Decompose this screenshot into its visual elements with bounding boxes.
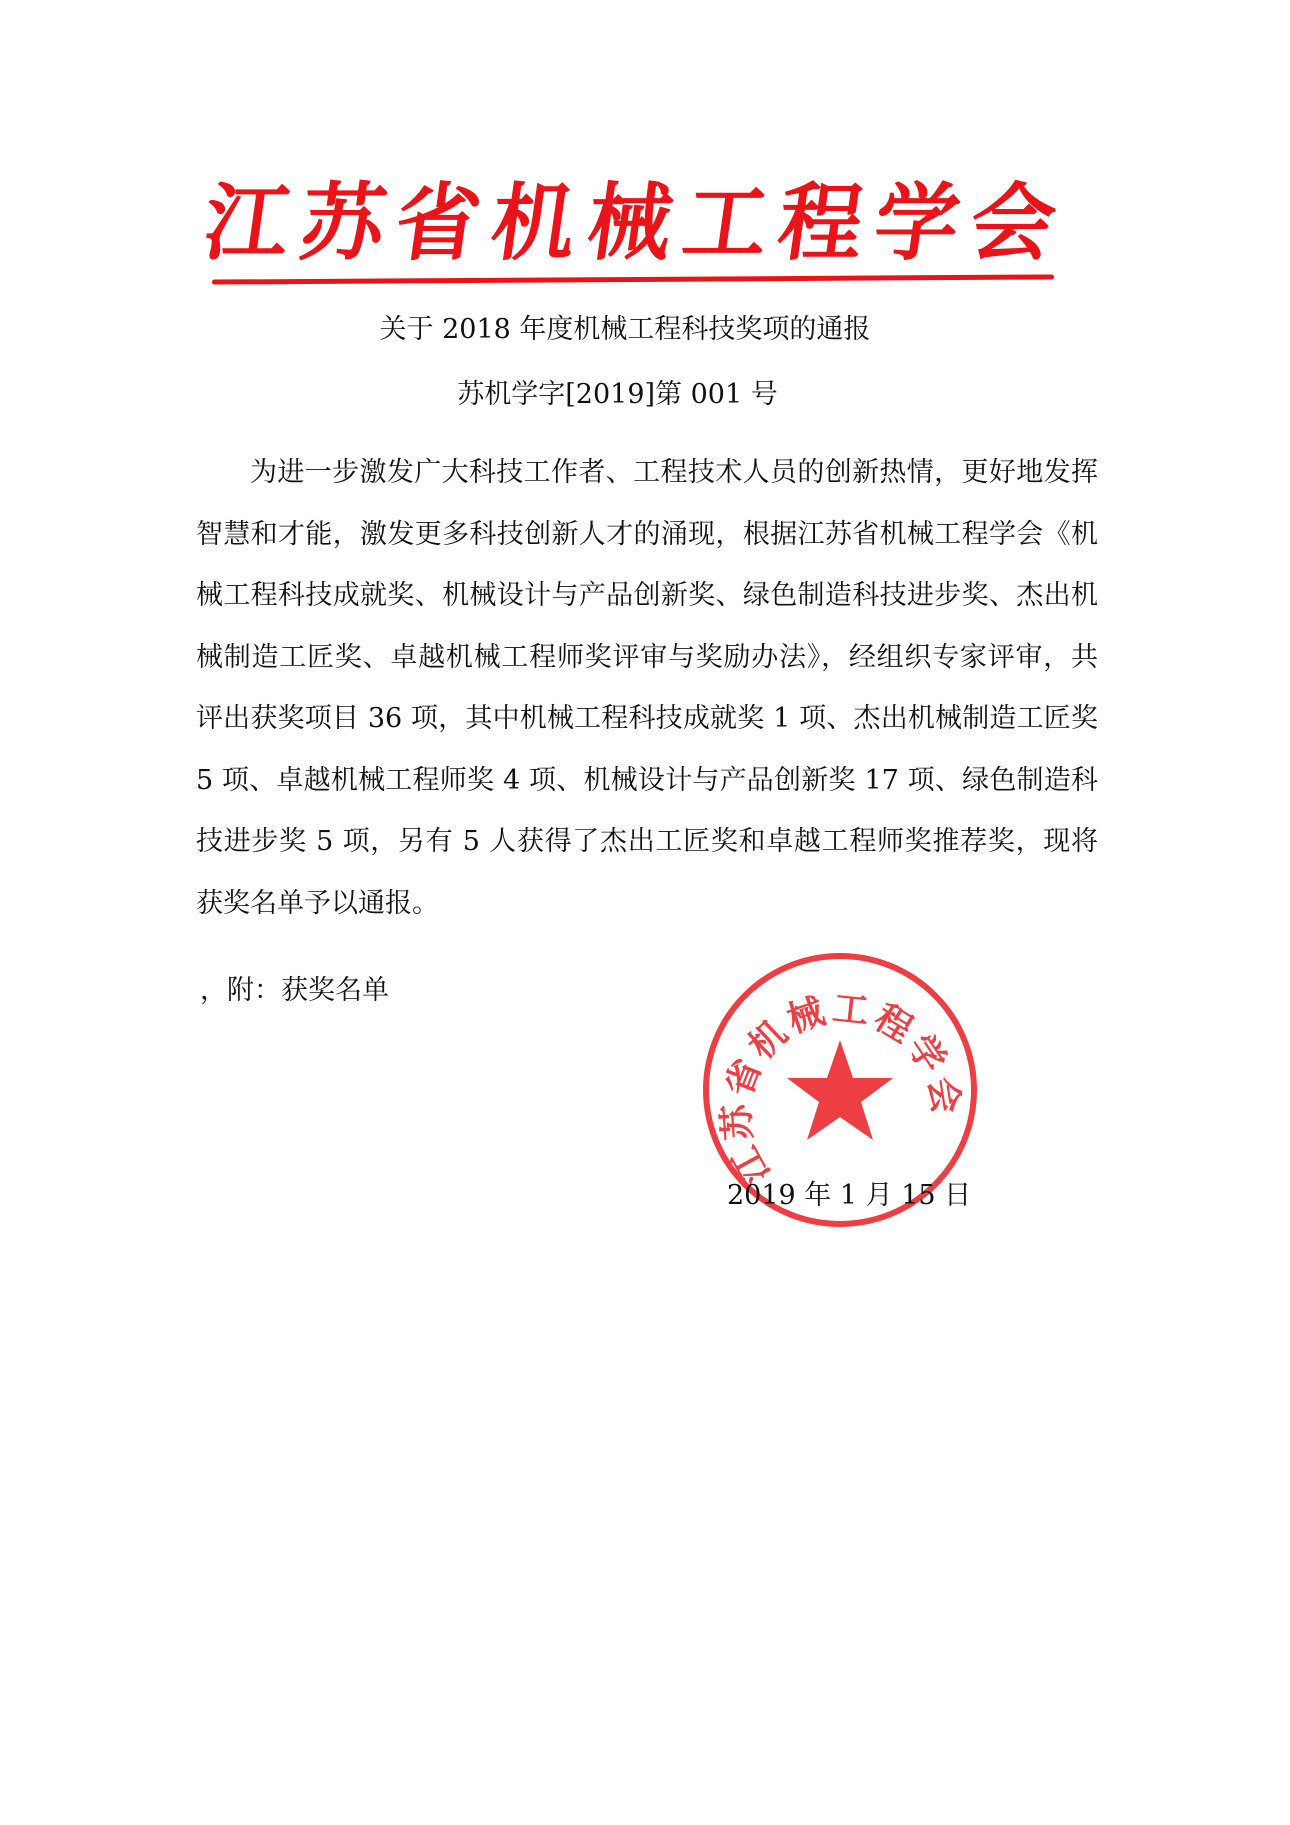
letterhead-char: 机 bbox=[485, 174, 584, 272]
document-title: 关于 2018 年度机械工程科技奖项的通报 bbox=[379, 314, 871, 345]
letterhead-char: 工 bbox=[676, 174, 775, 272]
letterhead-char: 江 bbox=[198, 174, 296, 272]
document-number: 苏机学字[2019]第 001 号 bbox=[457, 379, 778, 410]
star-icon bbox=[787, 1040, 893, 1140]
attachment-note: ，附：获奖名单 bbox=[200, 975, 389, 1006]
letterhead-char: 学 bbox=[868, 174, 967, 272]
seal-text-content: 江苏省机械工程学会 bbox=[716, 988, 967, 1191]
document-date: 2019 年 1 月 15 日 bbox=[727, 1180, 972, 1211]
letterhead-char: 苏 bbox=[293, 174, 392, 272]
letterhead-title bbox=[198, 168, 1062, 278]
body-paragraph: 为进一步激发广大科技工作者、工程技术人员的创新热情，更好地发挥智慧和才能，激发更多科技创新人才的涌现，根据江苏省机械工程学会《机械工程科技成就奖、机械设计与产品创新奖、绿色制造科技进步奖、杰出机械制造工匠奖、卓越机械工程师奖评审与奖励办法》，经组织专家评审，共评出获奖项目 36 项，其中机械工程科技成就奖 1 项、杰出机械制造工匠奖 5 项、卓越机械工程师奖 4 项、机械设计与产品创新奖 17 项、绿色制造科技进步奖 5 项，另有 5 人获得了杰出工匠奖和卓越工程师奖推荐奖，现将获奖名单予以通报。 bbox=[196, 457, 1098, 919]
letterhead-char: 省 bbox=[389, 174, 488, 272]
letterhead-char: 械 bbox=[581, 174, 679, 272]
letterhead-char: 会 bbox=[963, 174, 1062, 272]
letterhead-char: 程 bbox=[772, 174, 871, 272]
